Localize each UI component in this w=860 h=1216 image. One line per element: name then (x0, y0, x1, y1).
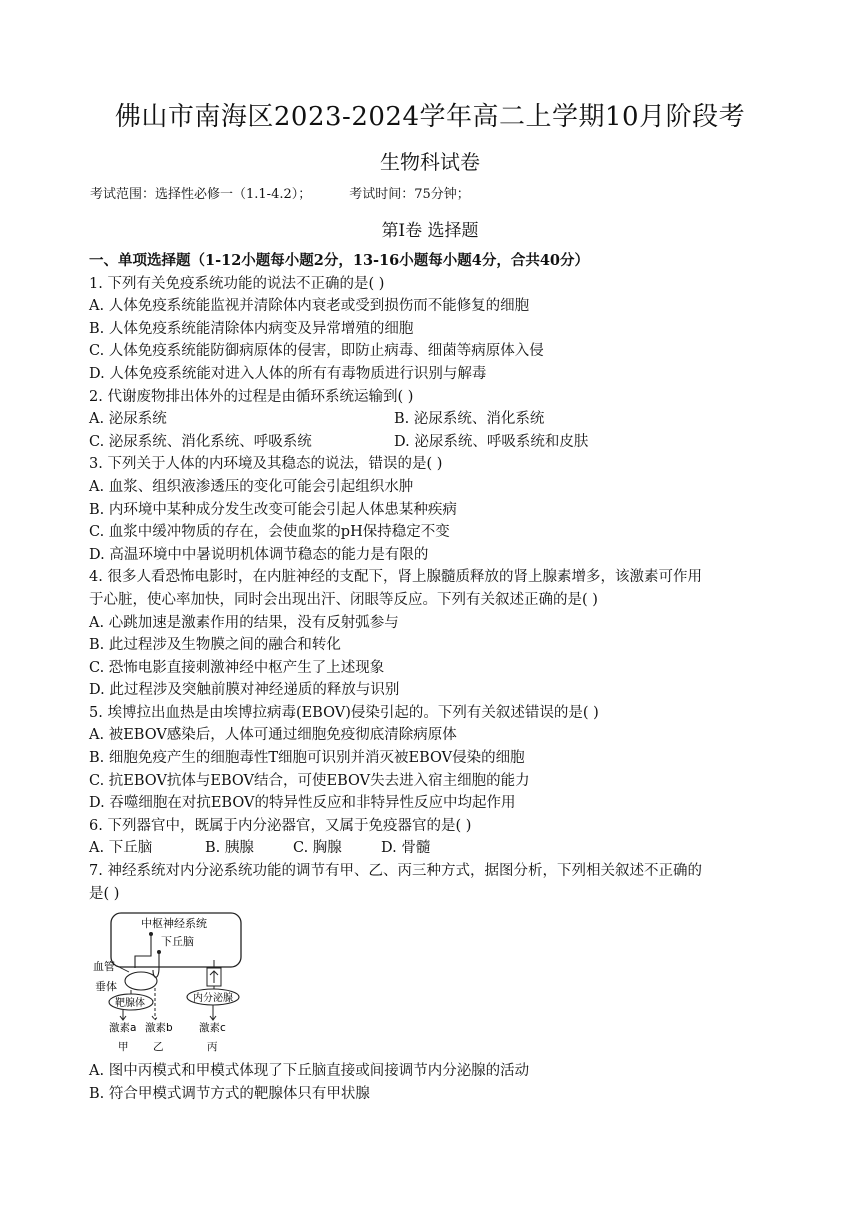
q1-option-d: D. 人体免疫系统能对进入人体的所有有毒物质进行识别与解毒 (89, 365, 487, 382)
q1-stem: 1. 下列有关免疫系统功能的说法不正确的是( ) (89, 275, 385, 292)
mode-yi-label: 乙 (153, 1041, 164, 1053)
hypothalamus-label: 下丘脑 (161, 935, 194, 948)
q3-option-c: C. 血浆中缓冲物质的存在，会使血浆的pH保持稳定不变 (89, 524, 450, 541)
pituitary-label: 垂体 (95, 980, 117, 993)
target-gland-label: 靶腺体 (115, 998, 145, 1009)
q1-option-a: A. 人体免疫系统能监视并清除体内衰老或受到损伤而不能修复的细胞 (89, 298, 530, 315)
q5-option-b: B. 细胞免疫产生的细胞毒性T细胞可识别并消灭被EBOV侵染的细胞 (89, 750, 525, 767)
q4-option-a: A. 心跳加速是激素作用的结果，没有反射弧参与 (89, 614, 399, 631)
q6-option-d: D. 骨髓 (381, 840, 431, 857)
q4-stem-line1: 4. 很多人看恐怖电影时，在内脏神经的支配下，肾上腺髓质释放的肾上腺素增多，该激素可作用 (89, 569, 702, 586)
arrow-down-icon (120, 1010, 126, 1020)
q2-option-a: A. 泌尿系统 (89, 411, 167, 428)
q3-option-d: D. 高温环境中中暑说明机体调节稳态的能力是有限的 (89, 546, 429, 563)
arrow-down-icon (210, 1005, 216, 1020)
q3-stem: 3. 下列关于人体的内环境及其稳态的说法，错误的是( ) (89, 456, 443, 473)
neuron-dot-1 (149, 932, 153, 936)
q7-stem-line1: 7. 神经系统对内分泌系统功能的调节有甲、乙、丙三种方式，据图分析，下列相关叙述不正确的 (89, 863, 702, 880)
hormone-a-label: 激素a (109, 1022, 137, 1034)
q4-option-d: D. 此过程涉及突触前膜对神经递质的释放与识别 (89, 682, 400, 699)
q2-options-row2 (89, 431, 779, 454)
q5-option-d: D. 吞噬细胞在对抗EBOV的特异性反应和非特异性反应中均起作用 (89, 795, 516, 812)
q6-options (89, 837, 779, 860)
endocrine-gland-label: 内分泌腺 (193, 993, 233, 1004)
q3-option-b: B. 内环境中某种成分发生改变可能会引起人体患某种疾病 (89, 501, 457, 518)
q5-stem: 5. 埃博拉出血热是由埃博拉病毒(EBOV)侵染引起的。下列有关叙述错误的是( ) (89, 704, 599, 721)
section-heading: 一、单项选择题（1-12小题每小题2分，13-16小题每小题4分，合共40分） (89, 252, 590, 269)
q6-option-c: C. 胸腺 (293, 840, 342, 857)
neuron-dot-2 (157, 950, 161, 954)
question-list (89, 250, 779, 905)
q6-option-b: B. 胰腺 (205, 840, 254, 857)
q1-option-b: B. 人体免疫系统能清除体内病变及异常增殖的细胞 (89, 320, 414, 337)
neuroendocrine-diagram (89, 908, 249, 1058)
q6-option-a: A. 下丘脑 (89, 840, 153, 857)
q1-option-c: C. 人体免疫系统能防御病原体的侵害，即防止病毒、细菌等病原体入侵 (89, 343, 544, 360)
question-list-continued (89, 1060, 779, 1105)
q7-stem-line2: 是( ) (89, 885, 120, 902)
exam-title: 佛山市南海区2023-2024学年高二上学期10月阶段考 (114, 102, 746, 132)
hormone-c-label: 激素c (199, 1022, 226, 1034)
mode-jia-label: 甲 (118, 1041, 129, 1053)
q5-option-c: C. 抗EBOV抗体与EBOV结合，可使EBOV失去进入宿主细胞的能力 (89, 772, 530, 789)
q2-option-b: B. 泌尿系统、消化系统 (394, 411, 545, 428)
pituitary-shape (125, 972, 157, 990)
q4-stem-line2: 于心脏，使心率加快，同时会出现出汗、闭眼等反应。下列有关叙述正确的是( ) (89, 591, 598, 608)
q2-stem: 2. 代谢废物排出体外的过程是由循环系统运输到( ) (89, 388, 414, 405)
q2-option-d: D. 泌尿系统、呼吸系统和皮肤 (394, 433, 589, 450)
cns-label: 中枢神经系统 (141, 917, 207, 930)
exam-subtitle: 生物科试卷 (380, 150, 480, 174)
q7-option-a: A. 图中丙模式和甲模式体现了下丘脑直接或间接调节内分泌腺的活动 (89, 1063, 530, 1079)
mode-bing-label: 丙 (207, 1041, 218, 1053)
blood-vessel-label: 血管 (93, 960, 115, 973)
q6-stem: 6. 下列器官中，既属于内分泌器官，又属于免疫器官的是( ) (89, 817, 472, 834)
q2-options-row1 (89, 408, 779, 431)
hormone-b-label: 激素b (145, 1022, 173, 1034)
exam-meta (90, 183, 470, 202)
neural-path-left (135, 934, 151, 968)
exam-scope: 考试范围：选择性必修一（1.1-4.2）； (90, 187, 312, 202)
exam-time: 考试时间：75分钟； (349, 187, 470, 202)
volume-title: 第Ⅰ卷 选择题 (381, 221, 479, 241)
arrow-up-icon (210, 971, 218, 983)
q7-option-b: B. 符合甲模式调节方式的靶腺体只有甲状腺 (89, 1085, 370, 1102)
q3-option-a: A. 血浆、组织液渗透压的变化可能会引起组织水肿 (89, 478, 414, 495)
q2-option-c: C. 泌尿系统、消化系统、呼吸系统 (89, 433, 312, 450)
q4-option-b: B. 此过程涉及生物膜之间的融合和转化 (89, 637, 341, 654)
q4-option-c: C. 恐怖电影直接刺激神经中枢产生了上述现象 (89, 659, 385, 676)
q5-option-a: A. 被EBOV感染后，人体可通过细胞免疫彻底清除病原体 (89, 727, 457, 744)
